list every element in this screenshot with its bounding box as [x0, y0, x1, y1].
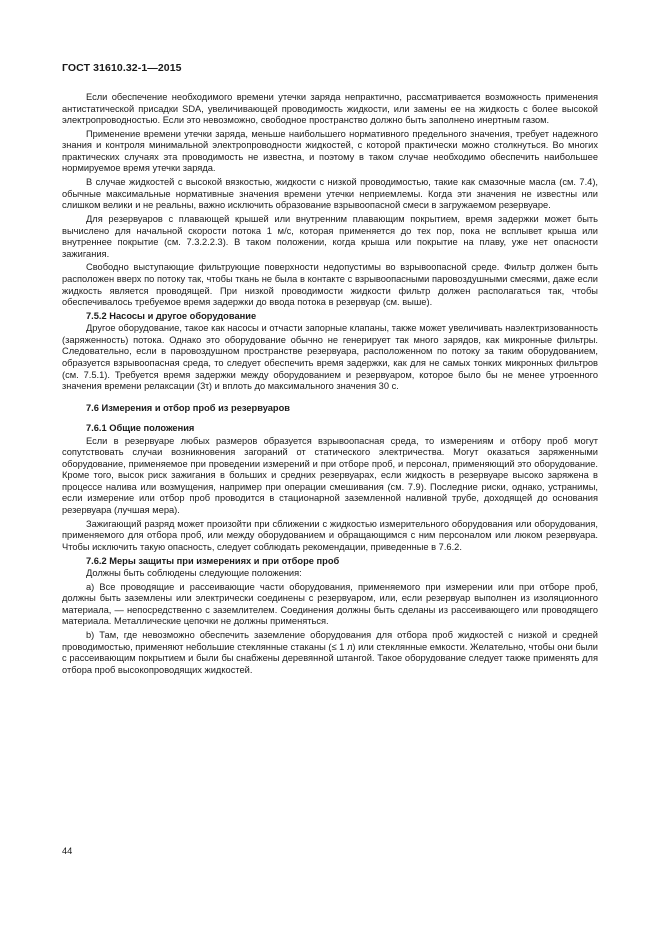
section-heading-7-6: 7.6 Измерения и отбор проб из резервуаров: [86, 402, 290, 413]
section-heading-7-6-1: 7.6.1 Общие положения: [86, 423, 195, 434]
section-heading-7-6-2: 7.6.2 Меры защиты при измерениях и при отборе проб: [86, 555, 340, 566]
list-item-a: а) Все проводящие и рассеивающие части оборудования, применяемого при измерении или при отборе проб, должны быть заземлены или электрически соединены с резервуаром, или, если резервуар выполнен из изоляционного материала, — непосредственно с заземлителем. Соединения должны быть сделаны из рассеивающего или проводящего материала. Металлические цепочки не должны применяться.: [62, 581, 598, 627]
page-number: 44: [62, 846, 73, 856]
paragraph: Применение времени утечки заряда, меньше наибольшего нормативного предельного значения, требует надежного знания и контроля минимальной электропроводности жидкостей, с которой практически можно столкнуться. Во многих практических случаях эта проводимость не известна, и поэтому в таком случае необходимо обеспечить наибольшее нормируемое время утечки заряда.: [62, 128, 598, 174]
list-item-b: b) Там, где невозможно обеспечить заземление оборудования для отбора проб жидкостей с низкой и средней проводимостью, применяют небольшие стеклянные стаканы (≤ 1 л) или стеклянные емкости. Желательно, чтобы они были с рассеивающим покрытием и были бы снабжены деревянной штангой. Такое оборудование следует также применять для отбора проб высокопроводящих жидкостей.: [62, 630, 598, 675]
paragraph: Зажигающий разряд может произойти при сближении с жидкостью измерительного оборудования или оборудования, применяемого для отбора проб, или между оборудованием и обращающимся с ним персоналом или люком резервуара. Чтобы исключить такую опасность, следует соблюдать рекомендации, приведенные в 7.6.2.: [62, 518, 598, 552]
paragraph: Должны быть соблюдены следующие положения:: [86, 568, 302, 579]
paragraph: В случае жидкостей с высокой вязкостью, жидкости с низкой проводимостью, такие как смазочные масла (см. 7.4), обычные максимальные нормативные значения времени утечки неприемлемы. Когда эти значения не известны или слишком велики и не реальны, важно исключить образование взрывоопасной смеси в загружаемом резервуаре.: [62, 177, 598, 211]
section-heading-7-5-2: 7.5.2 Насосы и другое оборудование: [86, 310, 257, 321]
paragraph: Если обеспечение необходимого времени утечки заряда непрактично, рассматривается возможность применения антистатической присадки SDA, увеличивающей проводимость жидкости, или замены ее на жидкость с более высокой электропроводностью. Если это невозможно, свободное пространство должно быть заполнено инертным газом.: [62, 92, 598, 126]
standard-code-header: ГОСТ 31610.32-1—2015: [62, 62, 182, 74]
document-body: [62, 92, 598, 679]
paragraph: Для резервуаров с плавающей крышей или внутренним плавающим покрытием, время задержки может быть вычислено для начальной скорости потока 1 м/с, которая применяется до тех пор, пока не всплывет крыша или внутреннее покрытие (см. 7.3.2.2.3). В таком положении, когда крыша или покрытие на плаву, уже нет опасности зажигания.: [62, 214, 598, 259]
paragraph: Свободно выступающие фильтрующие поверхности недопустимы во взрывоопасной среде. Фильтр должен быть расположен вверх по потоку так, чтобы ткань не была в контакте с взрывоопасными паровоздушными смесями, даже если жидкость является проводящей. При низкой проводимости жидкости фильтр должен располагаться так, чтобы обеспечивалось требуемое время задержки до ввода потока в резервуар (см. выше).: [62, 262, 598, 308]
paragraph: Другое оборудование, такое как насосы и отчасти запорные клапаны, также может увеличивать наэлектризованность (заряженность) потока. Однако это оборудование обычно не генерирует так много зарядов, как микронные фильтры. Следовательно, если в паровоздушном пространстве резервуара, расположенном по потоку за таким оборудованием, образуется взрывоопасная среда, то следует обеспечить время задержки, как для не самых тонких микронных фильтров (см. 7.5.1). Требуется время задержки между оборудованием и резервуаром, которое было бы не менее утроенного значения времени релаксации (3τ) и вплоть до максимального значения 30 с.: [62, 323, 598, 392]
paragraph: Если в резервуаре любых размеров образуется взрывоопасная среда, то измерениям и отбору проб могут сопутствовать случаи возникновения загораний от статического электричества. Могут оказаться заряженными оборудование, применяемое при проведении измерений и при отборе проб, и персонал, применяющий это оборудование. Кроме того, высок риск зажигания в больших и средних резервуарах, если жидкость в резервуаре высоко заряжена в процессе налива или возмущения, например при операции смешивания (см. 7.9). Последние риски, однако, устранимы, если измерение или отбор проб проводится в стационарной заземленной наливной трубе, доходящей до основания резервуара (лучшая мера).: [62, 435, 598, 515]
